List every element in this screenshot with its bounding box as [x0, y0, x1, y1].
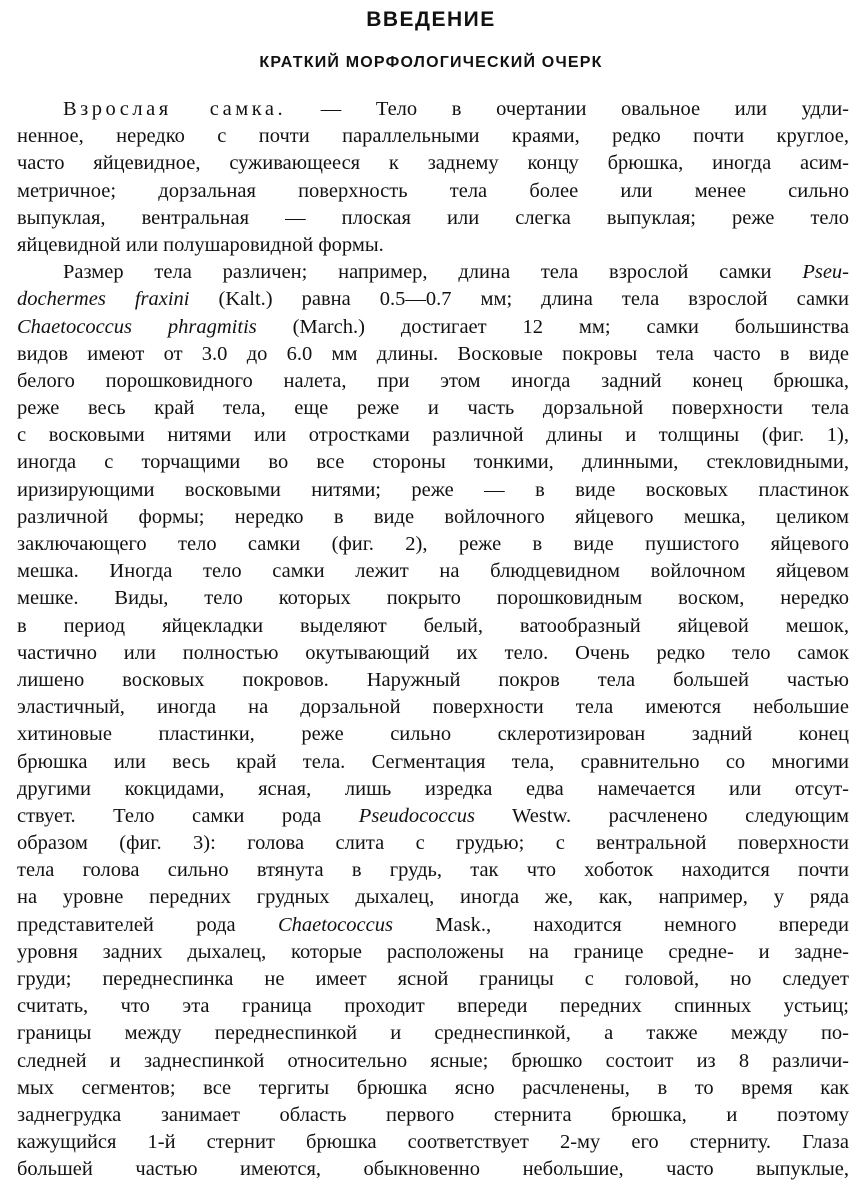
text-line: брюшка или весь край тела. Сегментация тела, сравнительно со многими: [17, 750, 849, 773]
text-line: ненное, нередко с почти параллельными краями, редко почти круглое,: [17, 125, 849, 148]
genus-name: Chaetococcus: [277, 913, 393, 936]
text-line: dochermes fraxini (Kalt.) равна 0.5—0.7 мм; длина тела взрослой самки: [17, 288, 849, 311]
text-line: Взрослая самка. — Тело в очертании овальное или удли-: [63, 98, 849, 120]
text-line: в период яйцекладки выделяют белый, ватообразный яйцевой мешок,: [17, 614, 849, 637]
text-line: на уровне передних грудных дыхалец, иногда же, как, например, у ряда: [17, 886, 849, 909]
page-title: ВВЕДЕНИЕ: [366, 8, 496, 31]
text-line: представителей рода Chaetococcus Mask., находится немного впереди: [17, 913, 849, 936]
text-line: образом (фиг. 3): голова слита с грудью; с вентральной поверхности: [17, 832, 849, 855]
text-line: иризирующими восковыми нитями; реже — в виде восковых пластинок: [17, 478, 849, 501]
text-line: хитиновые пластинки, реже сильно склеротизирован задний конец: [17, 723, 849, 746]
body-text: [17, 96, 849, 1184]
text-line: Размер тела различен; например, длина тела взрослой самки Pseu-: [63, 261, 849, 284]
text-line: с восковыми нитями или отростками различной длины и толщины (фиг. 1),: [17, 424, 849, 447]
text-line: эластичный, иногда на дорзальной поверхности тела имеются небольшие: [17, 696, 849, 719]
species-name: dochermes fraxini: [17, 288, 190, 311]
species-name: Chaetococcus phragmitis: [17, 315, 257, 338]
text-line: заднегрудка занимает область первого стернита брюшка, и поэтому: [17, 1103, 849, 1126]
text-line: выпуклая, вентральная — плоская или слегка выпуклая; реже тело: [17, 206, 849, 229]
text-line: другими кокцидами, ясная, лишь изредка едва намечается или отсут-: [17, 777, 849, 800]
text-line: часто яйцевидное, суживающееся к заднему концу брюшка, иногда асим-: [17, 152, 849, 175]
text-line: мешке. Виды, тело которых покрыто порошковидным воском, нередко: [17, 587, 849, 610]
text-line: кажущийся 1-й стернит брюшка соответствует 2-му его стерниту. Глаза: [17, 1131, 849, 1154]
text-line: груди; переднеспинка не имеет ясной границы с головой, но следует: [17, 968, 849, 990]
text-line: тела голова сильно втянута в грудь, так что хоботок находится почти: [17, 859, 849, 882]
text-line: заключающего тело самки (фиг. 2), реже в виде пушистого яйцевого: [17, 533, 849, 555]
text-line: реже весь край тела, еще реже и часть дорзальной поверхности тела: [17, 397, 849, 420]
text-line: Chaetococcus phragmitis (March.) достигает 12 мм; самки большинства: [17, 315, 849, 338]
text-line: уровня задних дыхалец, которые расположены на границе средне- и задне-: [17, 940, 849, 963]
section-subtitle: КРАТКИЙ МОРФОЛОГИЧЕСКИЙ ОЧЕРК: [259, 54, 603, 71]
text-line: белого порошковидного налета, при этом иногда задний конец брюшка,: [17, 369, 849, 392]
text-line: видов имеют от 3.0 до 6.0 мм длины. Восковые покровы тела часто в виде: [17, 342, 849, 365]
genus-name: Pseudococcus: [358, 804, 475, 827]
text-line: считать, что эта граница проходит впереди передних спинных устьиц;: [17, 995, 849, 1018]
text-line: большей частью имеются, обыкновенно небольшие, часто выпуклые,: [17, 1158, 849, 1181]
text-line: лишено восковых покровов. Наружный покров тела большей частью: [17, 668, 849, 691]
text-line: иногда с торчащими во все стороны тонкими, длинными, стекловидными,: [17, 451, 849, 474]
text-line: границы между переднеспинкой и среднеспинкой, а также между по-: [17, 1022, 849, 1045]
paragraph-lead: Взрослая самка.: [63, 98, 287, 120]
text-line: ствует. Тело самки рода Pseudococcus Westw. расчленено следующим: [17, 804, 849, 827]
text-line: мых сегментов; все тергиты брюшка ясно расчленены, в то время как: [17, 1076, 849, 1099]
species-name: Pseu-: [802, 261, 849, 284]
text-line: метричное; дорзальная поверхность тела более или менее сильно: [17, 179, 849, 202]
text-line: различной формы; нередко в виде войлочного яйцевого мешка, целиком: [17, 505, 849, 528]
text-line: частично или полностью окутывающий их тело. Очень редко тело самок: [17, 641, 849, 664]
text-line: яйцевидной или полушаровидной формы.: [17, 233, 384, 256]
text-line: следней и заднеспинкой относительно ясные; брюшко состоит из 8 различи-: [17, 1049, 849, 1072]
text-line: мешка. Иногда тело самки лежит на блюдцевидном войлочном яйцевом: [17, 560, 849, 583]
